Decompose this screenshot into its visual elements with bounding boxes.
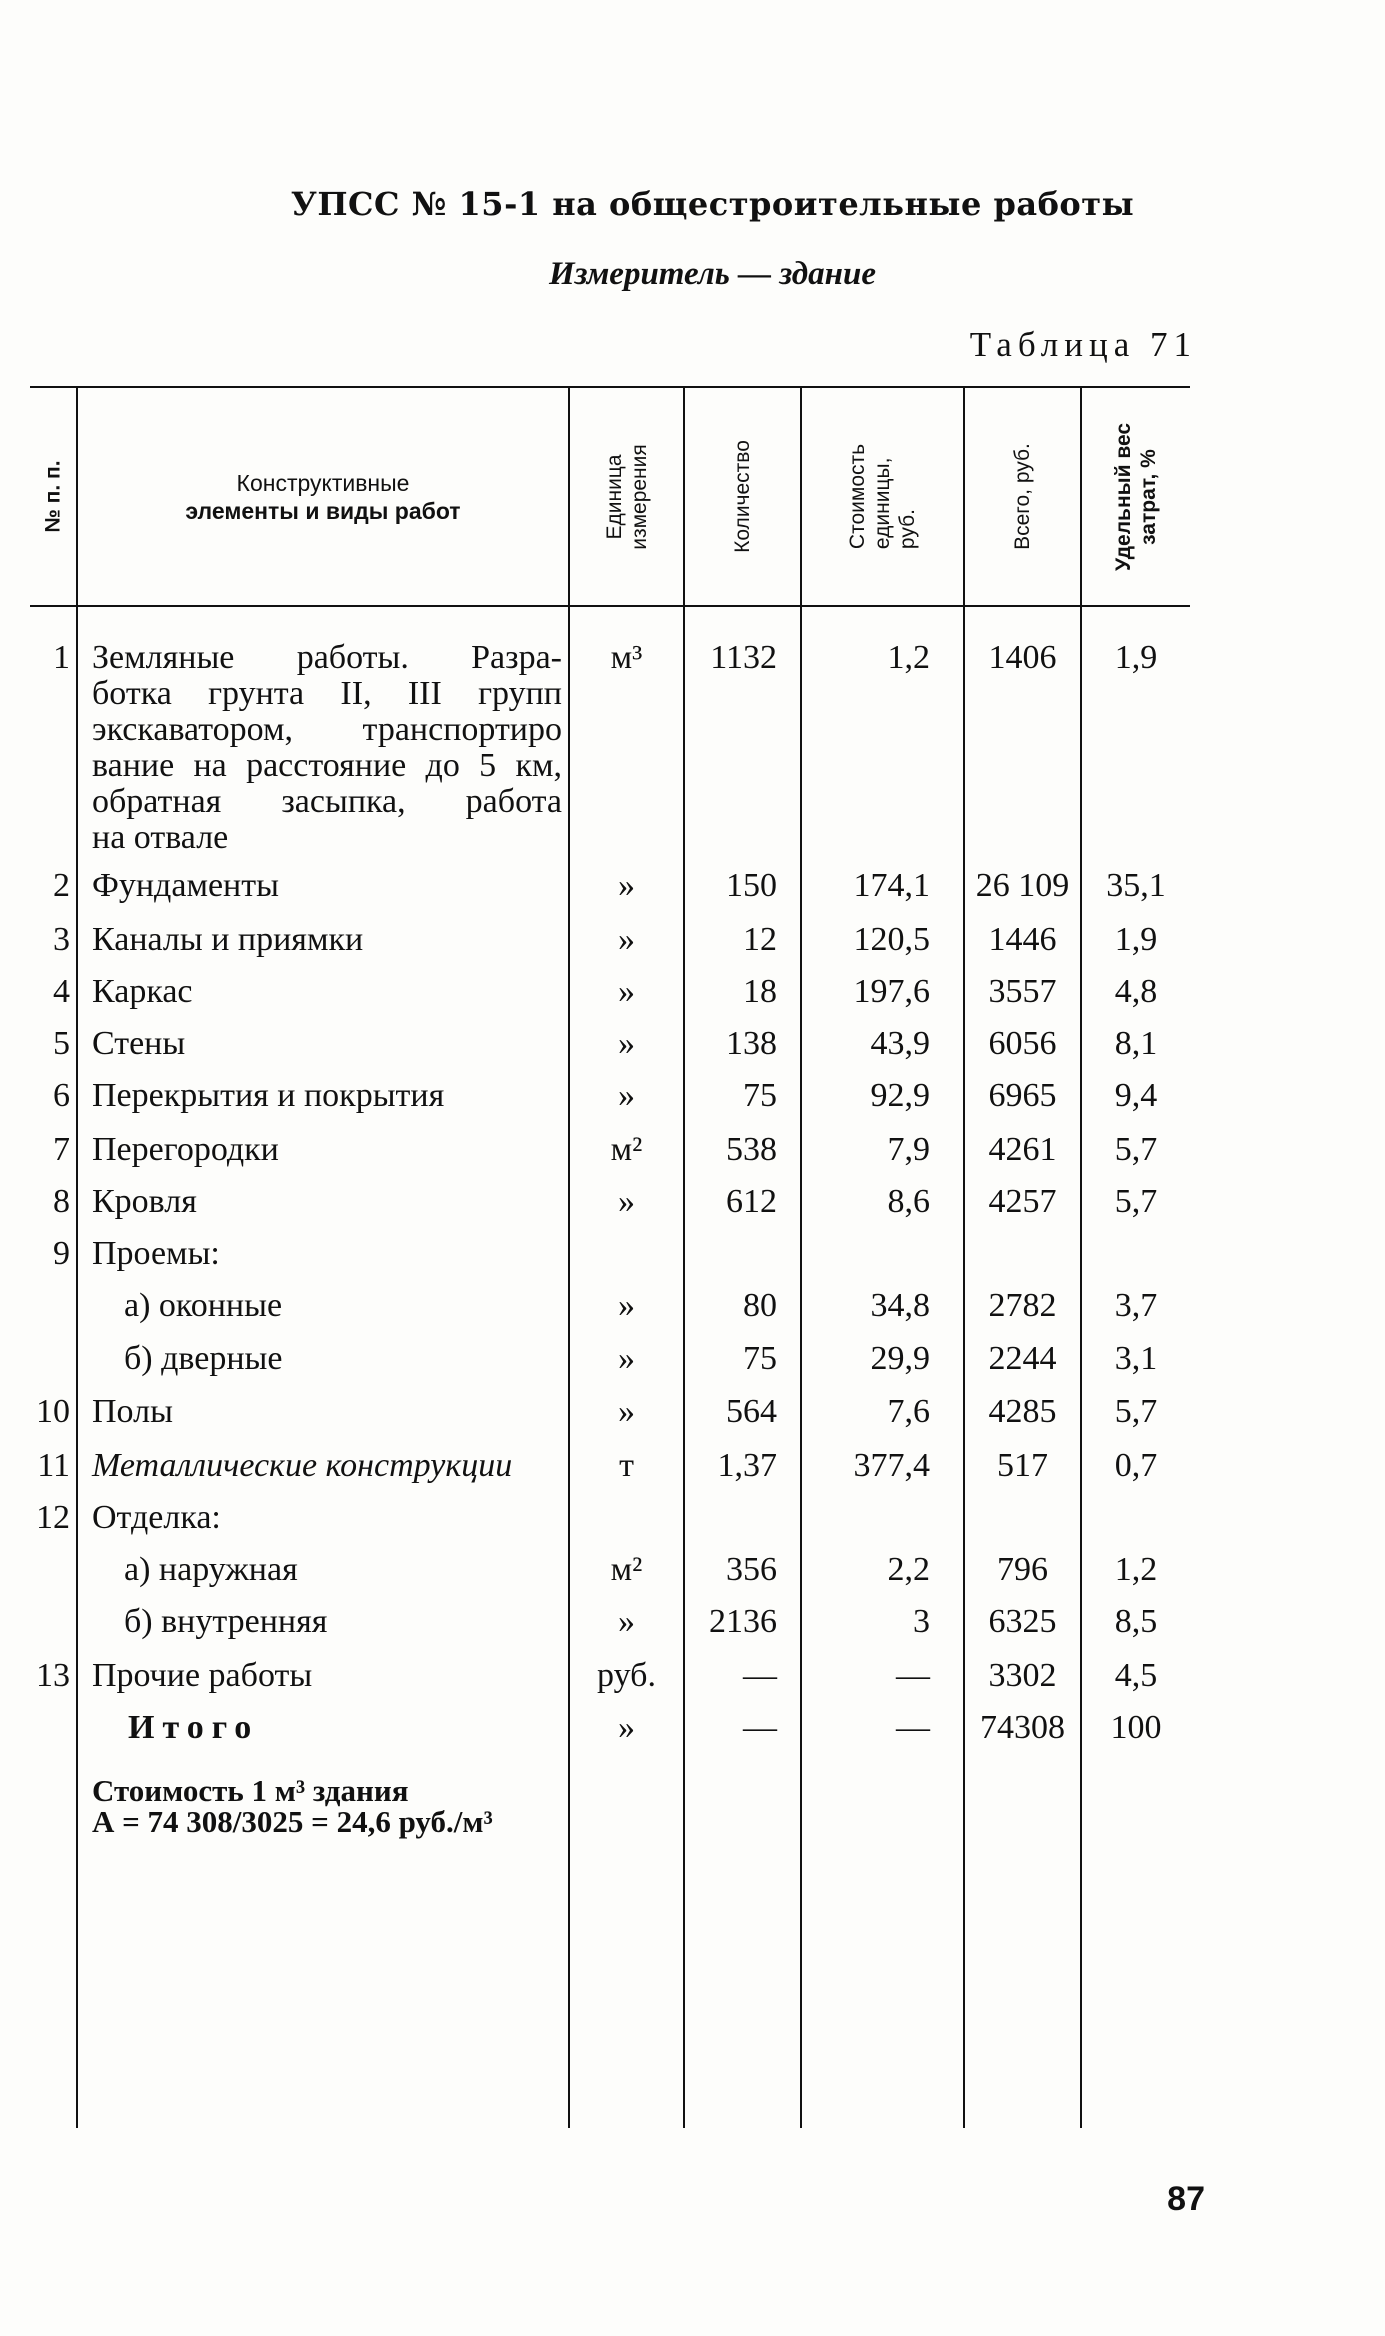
- row-number: 5: [53, 1025, 70, 1062]
- row-name: Каналы и приямки: [92, 921, 364, 958]
- row-quantity: 1,37: [717, 1447, 777, 1484]
- row-share: 100: [1110, 1709, 1162, 1746]
- row-quantity: —: [743, 1657, 777, 1694]
- row-total: 1446: [988, 921, 1057, 958]
- row-unit-cost: 43,9: [870, 1025, 930, 1062]
- row-share: 5,7: [1114, 1131, 1158, 1168]
- row-name: Полы: [92, 1393, 173, 1430]
- header-elements: [78, 388, 568, 605]
- row-number: 9: [53, 1235, 70, 1272]
- row-share: 8,1: [1114, 1025, 1158, 1062]
- row-name: Перекрытия и покрытия: [92, 1077, 445, 1114]
- row-unit-cost: —: [896, 1709, 930, 1746]
- row-quantity: 75: [743, 1077, 777, 1114]
- row-total: 6965: [988, 1077, 1057, 1114]
- row-total: 3302: [988, 1657, 1057, 1694]
- row-share: 4,5: [1114, 1657, 1158, 1694]
- row-share: 5,7: [1114, 1393, 1158, 1430]
- row-unit-cost: 2,2: [887, 1551, 930, 1588]
- header-quantity: [685, 388, 800, 605]
- row-unit: »: [618, 1393, 635, 1430]
- header-no-label: № п. п.: [41, 460, 65, 533]
- row-total: 2244: [988, 1340, 1057, 1377]
- header-unit-cost-label: [845, 444, 920, 549]
- row-name-line: на отвале: [92, 819, 229, 856]
- row-total: 4285: [988, 1393, 1057, 1430]
- row-unit: »: [618, 1077, 635, 1114]
- row-name: Отделка:: [92, 1499, 221, 1536]
- row-unit-cost: 92,9: [870, 1077, 930, 1114]
- header-unit: [570, 388, 683, 605]
- row-number: 13: [36, 1657, 70, 1694]
- header-total: [965, 388, 1080, 605]
- header-unit-cost: [802, 388, 963, 605]
- row-name-line: Земляные работы. Разра-: [92, 639, 562, 676]
- row-unit-cost: 1,2: [887, 639, 930, 676]
- row-total: 6056: [988, 1025, 1057, 1062]
- row-number: 11: [37, 1447, 70, 1484]
- header-bottom-rule: [30, 605, 1190, 607]
- row-name: Кровля: [92, 1183, 197, 1220]
- row-name: Стены: [92, 1025, 186, 1062]
- row-name-line: обратная засыпка, работа: [92, 783, 562, 820]
- header-share: [1082, 388, 1190, 605]
- row-total: 1406: [988, 639, 1057, 676]
- row-subitem-name: б) дверные: [124, 1340, 283, 1377]
- note-line2: А = 74 308/3025 = 24,6 руб./м³: [92, 1804, 493, 1839]
- row-name: Каркас: [92, 973, 193, 1010]
- row-subitem-name: а) наружная: [124, 1551, 298, 1588]
- row-number: 10: [36, 1393, 70, 1430]
- row-unit: »: [618, 1340, 635, 1377]
- row-number: 7: [53, 1131, 70, 1168]
- row-share: 4,8: [1114, 973, 1158, 1010]
- row-unit-cost: 197,6: [853, 973, 930, 1010]
- row-number: 6: [53, 1077, 70, 1114]
- row-total: 6325: [988, 1603, 1057, 1640]
- row-unit-cost: 34,8: [870, 1287, 930, 1324]
- row-quantity: —: [743, 1709, 777, 1746]
- row-share: 9,4: [1114, 1077, 1158, 1114]
- row-share: 0,7: [1114, 1447, 1158, 1484]
- row-unit: »: [618, 921, 635, 958]
- header-unit-cost-line3: руб.: [895, 509, 919, 550]
- row-unit: м³: [610, 639, 643, 676]
- row-quantity: 80: [743, 1287, 777, 1324]
- row-unit-cost: —: [896, 1657, 930, 1694]
- row-number: 12: [36, 1499, 70, 1536]
- row-quantity: 538: [726, 1131, 777, 1168]
- row-share: 8,5: [1114, 1603, 1158, 1640]
- row-name-line: экскаватором, транспортиро: [92, 711, 562, 748]
- row-share: 3,1: [1114, 1340, 1158, 1377]
- row-unit-cost: 3: [913, 1603, 930, 1640]
- row-name: Фундаменты: [92, 867, 279, 904]
- row-share: 1,2: [1114, 1551, 1158, 1588]
- row-unit-cost: 174,1: [853, 867, 930, 904]
- row-unit: руб.: [597, 1657, 656, 1694]
- row-quantity: 18: [743, 973, 777, 1010]
- row-number: 3: [53, 921, 70, 958]
- header-elements-line2: элементы и виды работ: [185, 497, 461, 524]
- row-subitem-name: б) внутренняя: [124, 1603, 328, 1640]
- row-unit: »: [618, 867, 635, 904]
- document-title: УПСС № 15-1 на общестроительные работы: [290, 185, 1135, 223]
- row-number: 4: [53, 973, 70, 1010]
- row-unit: т: [619, 1447, 634, 1484]
- header-share-line1: Удельный вес: [1112, 422, 1136, 571]
- header-total-label: Всего, руб.: [1011, 443, 1034, 550]
- row-total: 3557: [988, 973, 1057, 1010]
- row-unit-cost: 7,9: [887, 1131, 930, 1168]
- row-total: 4261: [988, 1131, 1057, 1168]
- row-subitem-name: а) оконные: [124, 1287, 283, 1324]
- row-total: 4257: [988, 1183, 1057, 1220]
- row-quantity: 2136: [709, 1603, 777, 1640]
- header-share-label: [1111, 422, 1161, 570]
- row-name: Проемы:: [92, 1235, 220, 1272]
- row-unit-cost: 120,5: [853, 921, 930, 958]
- header-unit-line2: измерения: [627, 443, 651, 550]
- header-no: [30, 388, 76, 605]
- header-elements-line1: Конструктивные: [236, 469, 410, 496]
- row-number: 8: [53, 1183, 70, 1220]
- header-unit-cost-line2: единицы,: [870, 457, 894, 550]
- header-unit-cost-line1: Стоимость: [845, 443, 869, 550]
- row-name: Прочие работы: [92, 1657, 313, 1694]
- row-unit-cost: 29,9: [870, 1340, 930, 1377]
- row-share: 1,9: [1114, 921, 1158, 958]
- row-quantity: 612: [726, 1183, 777, 1220]
- header-unit-label: [601, 444, 651, 550]
- row-share: 5,7: [1114, 1183, 1158, 1220]
- row-quantity: 75: [743, 1340, 777, 1377]
- row-quantity: 564: [726, 1393, 777, 1430]
- row-unit: »: [618, 1603, 635, 1640]
- col-divider: [76, 388, 78, 2128]
- total-label: Итого: [128, 1709, 260, 1746]
- cost-note: [92, 1775, 592, 1837]
- row-total: 26 109: [975, 867, 1070, 904]
- row-unit: »: [618, 1183, 635, 1220]
- row-quantity: 12: [743, 921, 777, 958]
- row-name: Перегородки: [92, 1131, 279, 1168]
- row-share: 3,7: [1114, 1287, 1158, 1324]
- document-subtitle: Измеритель — здание: [548, 256, 877, 292]
- row-unit-cost: 8,6: [887, 1183, 930, 1220]
- row-share: 1,9: [1114, 639, 1158, 676]
- row-unit: м²: [610, 1131, 643, 1168]
- header-elements-label: [185, 469, 460, 525]
- header-unit-line1: Единица: [602, 453, 626, 540]
- row-number: 2: [53, 867, 70, 904]
- row-unit: »: [618, 1025, 635, 1062]
- note-line1: Стоимость 1 м³ здания: [92, 1773, 409, 1808]
- row-total: 517: [997, 1447, 1048, 1484]
- row-number: 1: [53, 639, 70, 676]
- row-name-line: вание на расстояние до 5 км,: [92, 747, 562, 784]
- row-name-line: ботка грунта II, III групп: [92, 675, 562, 712]
- row-total: 796: [997, 1551, 1048, 1588]
- row-unit: »: [618, 973, 635, 1010]
- row-quantity: 150: [726, 867, 777, 904]
- row-unit: »: [618, 1287, 635, 1324]
- row-share: 35,1: [1106, 867, 1166, 904]
- row-unit: м²: [610, 1551, 643, 1588]
- header-quantity-label: Количество: [731, 440, 754, 553]
- row-quantity: 138: [726, 1025, 777, 1062]
- table-number: Таблица 71: [969, 325, 1197, 364]
- page-number: 87: [1167, 2180, 1205, 2218]
- row-name: Металлические конструкции: [92, 1447, 513, 1484]
- header-share-line2: затрат, %: [1137, 448, 1161, 545]
- row-quantity: 1132: [710, 639, 777, 676]
- row-quantity: 356: [726, 1551, 777, 1588]
- row-unit: »: [618, 1709, 635, 1746]
- row-total: 2782: [988, 1287, 1057, 1324]
- row-unit-cost: 377,4: [853, 1447, 930, 1484]
- row-unit-cost: 7,6: [887, 1393, 930, 1430]
- row-total: 74308: [980, 1709, 1065, 1746]
